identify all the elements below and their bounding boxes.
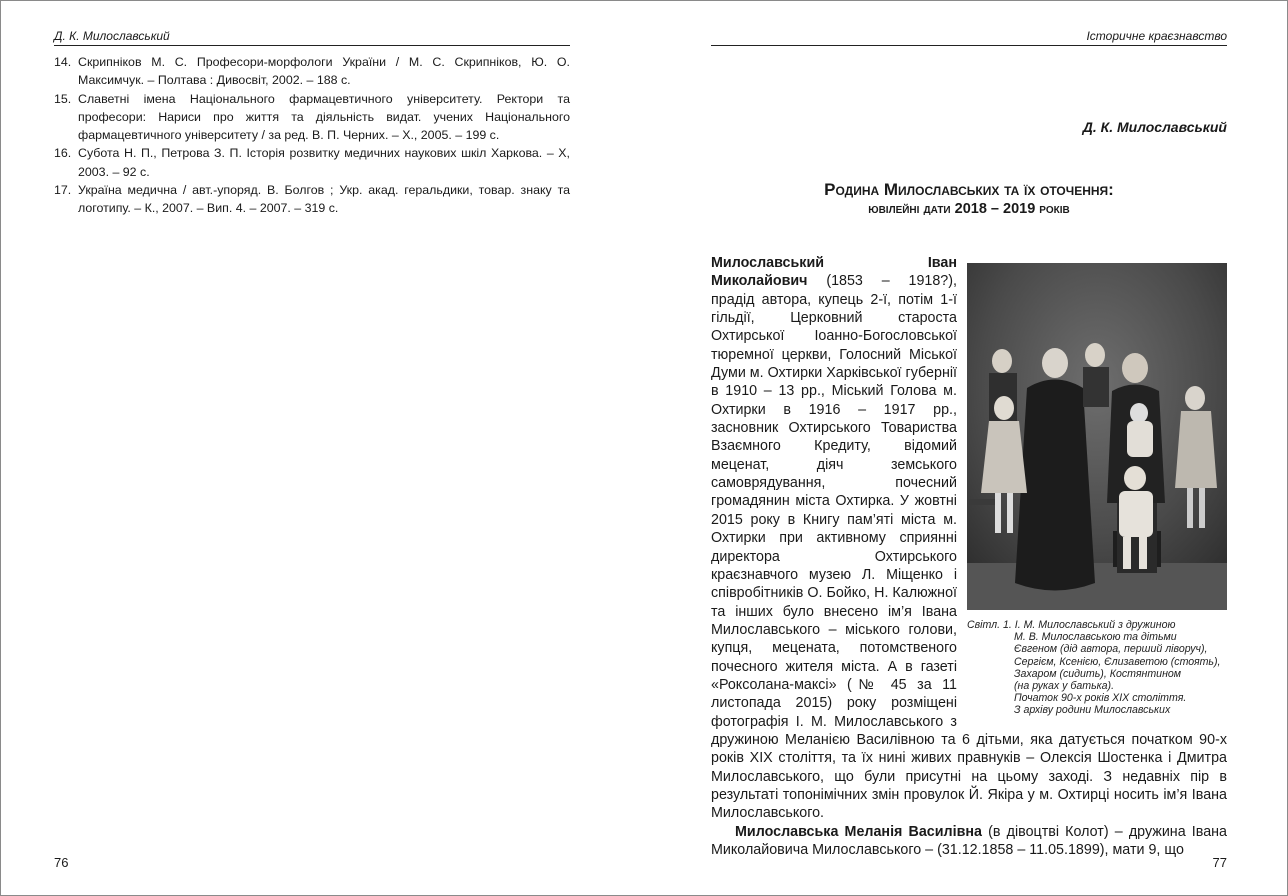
left-running-head: Д. К. Милославський [54, 29, 570, 46]
reference-item [54, 181, 570, 218]
caption-line: М. В. Милославською та дітьми [1014, 631, 1177, 644]
right-page [711, 0, 1227, 896]
person-name: Милославський Іван Миколайович [711, 255, 957, 290]
article-title [711, 180, 1227, 218]
reference-list [54, 53, 570, 218]
article-author: Д. К. Милославський [1082, 119, 1227, 135]
caption-line: Світл. 1. І. М. Милославський з дружиною [967, 619, 1176, 631]
person-name: Милославська Меланія Василівна [735, 823, 982, 840]
reference-text: Скрипніков М. С. Професори-морфологи України / М. С. Скрипніков, Ю. О. Максимчук. – Полтава : Дивосвіт, 2002. – 188 с. [78, 55, 570, 88]
caption-line: Євгеном (дід автора, перший ліворуч), [1014, 643, 1208, 656]
caption-line: Захаром (сидить), Костянтином [1014, 667, 1182, 680]
reference-text: Славетні імена Національного фармацевтичного університету. Ректори та професори: Нариси про життя та діяльність видат. учених Національного фармацевтичного університету / за ред. В. П. Черних. – Х., 2005. – 199 с. [78, 91, 570, 143]
reference-number: 14. [54, 55, 72, 69]
paragraph-2 [711, 823, 1227, 860]
reference-text: Субота Н. П., Петрова З. П. Історія розвитку медичних наукових шкіл Харкова. – Х, 2003. – 92 с. [78, 146, 570, 179]
title-line-1: Родина Милославських та їх оточення: [824, 180, 1114, 199]
reference-number: 15. [54, 91, 72, 106]
left-page-number: 76 [54, 855, 69, 870]
paragraph-text: (1853 – 1918?), прадід автора, купець 2-ї, потім 1-ї гільдії, Церковний староста Охтирської Іоанно-Богословської тюремної церкви, Голосний Міської Думи м. Охтирки Харківської губернії в 1910 – 13 рр., Міський Голова м. Охтирки в 1916 – 1917 рр., засновник Охтирського Товариства Взаємного Кредиту, відомий меценат, діяч земського самоврядування, почесний громадянин міста Охтирка. У жовтні 2015 року в Книгу пам’яті міста м. Охтирки при активному сприянні директора Охтирського краєзнавчого музею Л. Міщенко і співробітників О. Бойко, Н. Калюжної та інших було внесено ім’я Івана Милославського – міського голови, купця, мецената, потомственого почесного жителя міста. А в газеті «Роксолана-максі» (№ 45 за 11 листопада 2015) року розміщені фотографія І. М. Милославського з дружиною Меланією Василівною та 6 дітьми, яка датується початком 90-х років ХІХ століття, та їх нині живих правнуків – Олексія Шостенка і Дмитра Милославського, що були присутні на цьому заході. З недавніх пір в результаті топонімічних змін провулок Й. Якіра у м. Охтирці носить ім’я Івана Милославського. [711, 273, 1227, 822]
family-photo [967, 263, 1227, 610]
caption-line: Сергієм, Ксенією, Єлизаветою (стоять), [1014, 655, 1221, 668]
photo-caption [967, 619, 1229, 717]
reference-item [54, 53, 570, 90]
reference-number: 17. [54, 183, 72, 198]
right-running-head: Історичне краєзнавство [711, 29, 1227, 46]
reference-item [54, 144, 570, 181]
reference-number: 16. [54, 146, 72, 161]
caption-line: Початок 90-х років ХІХ століття. [1014, 692, 1187, 705]
reference-text: Україна медична / авт.-упоряд. В. Болгов ; Укр. акад. геральдики, товар. знаку та логотипу. – К., 2007. – Вип. 4. – 2007. – 319 с. [78, 183, 570, 216]
title-line-2: ювілейні дати 2018 – 2019 років [868, 201, 1070, 217]
left-page [54, 0, 570, 896]
right-page-number: 77 [1212, 855, 1227, 870]
reference-item [54, 90, 570, 145]
caption-line: (на руках у батька). [1014, 680, 1115, 693]
paragraph-text: (в дівоцтві Колот) – дружина Івана Миколайовича Милославського – (31.12.1858 – 11.05.1899), мати 9, що [711, 823, 1228, 858]
caption-line: З архіву родини Милославських [1014, 704, 1171, 717]
